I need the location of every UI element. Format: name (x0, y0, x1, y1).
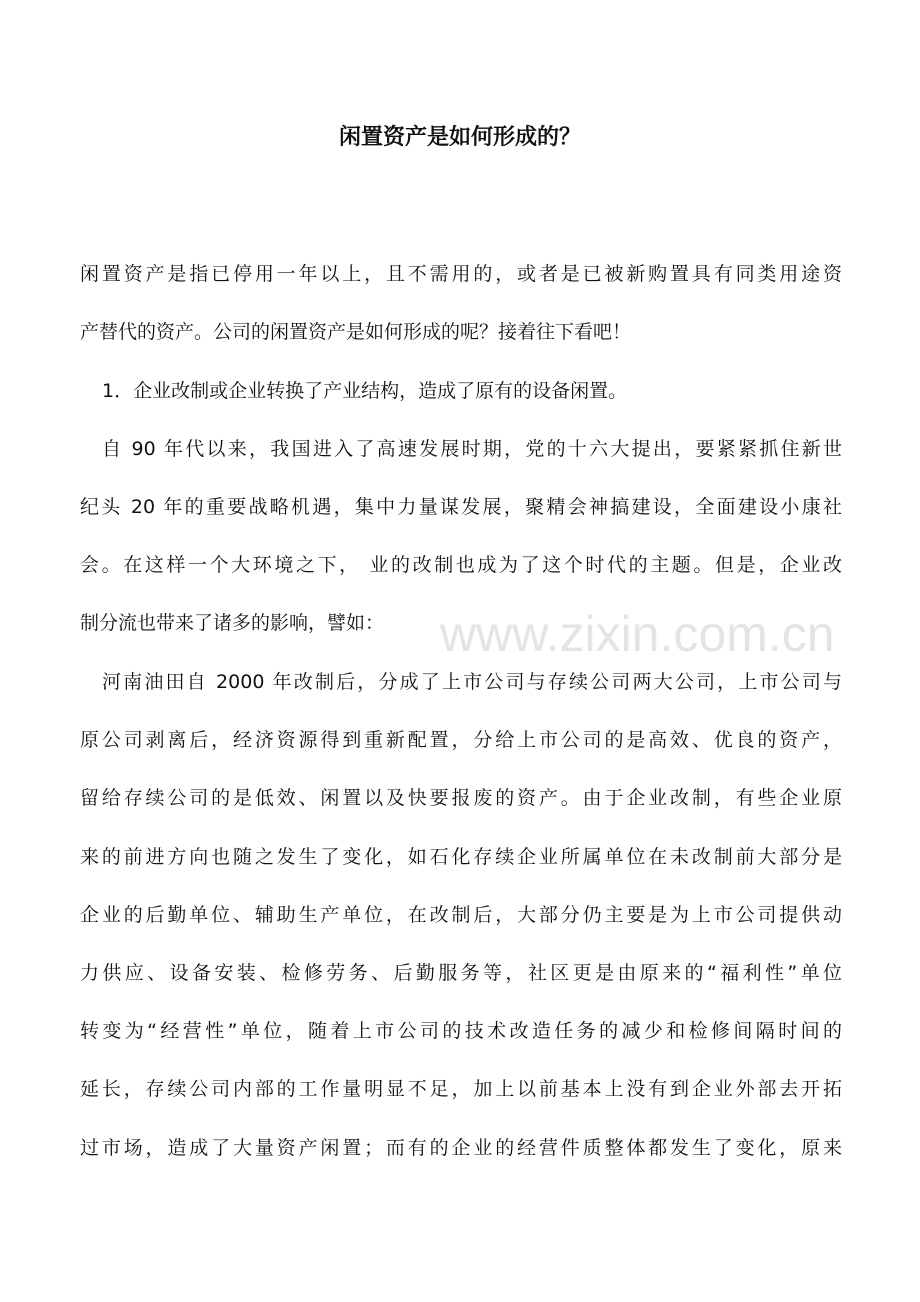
paragraph-line: 闲置资产是指已停用一年以上，且不需用的，或者是已被新购置具有同类用途资 (80, 263, 842, 285)
paragraph-line: 纪头 20 年的重要战略机遇，集中力量谋发展，聚精会神搞建设，全面建设小康社 (80, 496, 842, 518)
document-title: 闲置资产是如何形成的？ (338, 124, 581, 150)
watermark: www.zixin.com.cn (440, 606, 835, 662)
section-heading: 1．企业改制或企业转换了产业结构，造成了原有的设备闲置。 (102, 380, 628, 402)
paragraph-line: 产替代的资产。公司的闲置资产是如何形成的呢？接着往下看吧！ (80, 321, 632, 343)
paragraph-line: 延长，存续公司内部的工作量明显不足，加上以前基本上没有到企业外部去开拓 (80, 1078, 842, 1100)
paragraph-line: 留给存续公司的是低效、闲置以及快要报废的资产。由于企业改制，有些企业原 (80, 787, 842, 809)
paragraph-line: 转变为“经营性”单位，随着上市公司的技术改造任务的减少和检修间隔时间的 (80, 1020, 842, 1042)
paragraph-line: 自 90 年代以来，我国进入了高速发展时期，党的十六大提出，要紧紧抓住新世 (102, 438, 842, 460)
paragraph-line: 会。在这样一个大环境之下， 业的改制也成为了这个时代的主题。但是，企业改 (80, 554, 842, 576)
paragraph-line: 原公司剥离后，经济资源得到重新配置，分给上市公司的是高效、优良的资产， (80, 729, 842, 751)
paragraph-line: 来的前进方向也随之发生了变化，如石化存续企业所属单位在未改制前大部分是 (80, 846, 842, 868)
paragraph-line: 力供应、设备安装、检修劳务、后勤服务等，社区更是由原来的“福利性”单位 (80, 962, 842, 984)
paragraph-line: 制分流也带来了诸多的影响，譬如： (80, 612, 385, 634)
paragraph-line: 过市场，造成了大量资产闲置；而有的企业的经营件质整体都发生了变化，原来 (80, 1137, 842, 1159)
paragraph-line: 河南油田自 2000 年改制后，分成了上市公司与存续公司两大公司，上市公司与 (102, 671, 842, 693)
paragraph-line: 企业的后勤单位、辅助生产单位，在改制后，大部分仍主要是为上市公司提供动 (80, 904, 842, 926)
